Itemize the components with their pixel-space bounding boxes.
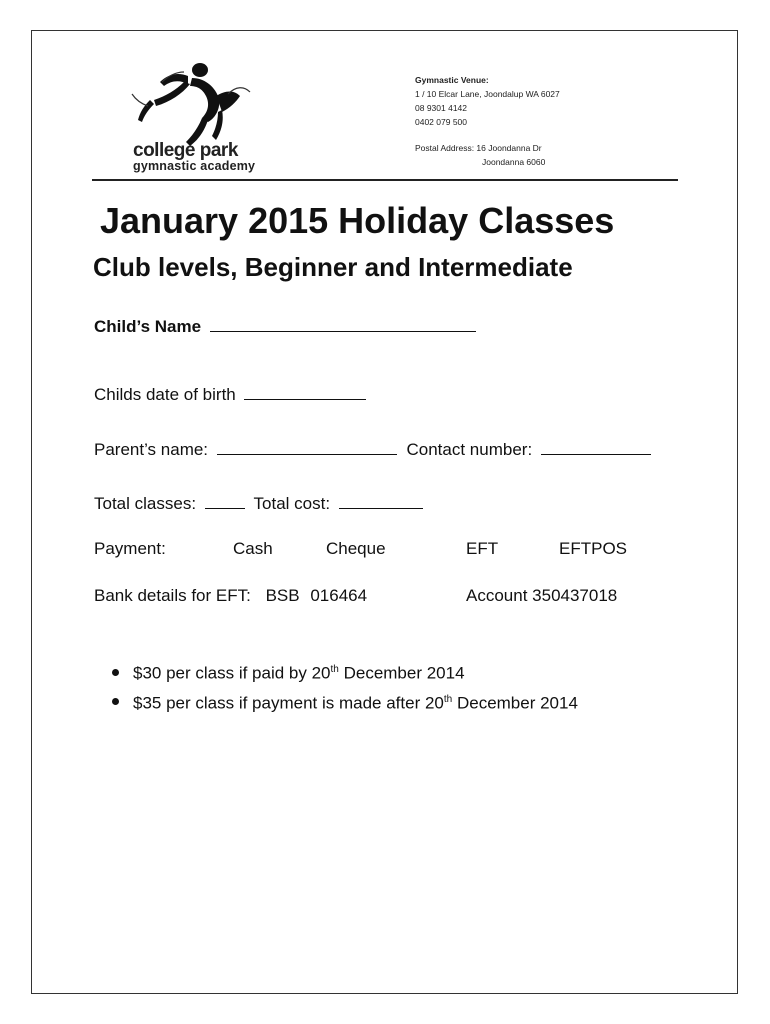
- parent-row: [94, 437, 651, 460]
- page-title: January 2015 Holiday Classes: [100, 200, 615, 241]
- payment-option-cash[interactable]: Cash: [233, 539, 273, 558]
- logo-name-line1: college park: [133, 140, 238, 161]
- venue-phone-1: 08 9301 4142: [415, 103, 467, 113]
- page-subtitle: Club levels, Beginner and Intermediate: [93, 252, 573, 282]
- postal-address-line1: Postal Address: 16 Joondanna Dr: [415, 143, 542, 153]
- bank-details-row: [94, 586, 367, 606]
- dob-label: Childs date of birth: [94, 385, 236, 404]
- account-row: [466, 586, 617, 606]
- account-label: Account: [466, 586, 533, 605]
- child-name-label: Child’s Name: [94, 317, 202, 336]
- parent-name-label: Parent’s name:: [94, 440, 209, 459]
- postal-address-line2: Joondanna 6060: [482, 157, 546, 167]
- total-classes-field[interactable]: [205, 491, 245, 509]
- venue-phone-2: 0402 079 500: [415, 117, 467, 127]
- total-cost-field[interactable]: [339, 491, 423, 509]
- payment-label: Payment:: [94, 539, 166, 558]
- venue-block: [415, 73, 560, 169]
- payment-option-cheque[interactable]: Cheque: [326, 539, 386, 558]
- bsb-label: BSB: [265, 586, 300, 605]
- totals-row: [94, 491, 423, 514]
- account-value: 350437018: [532, 586, 618, 605]
- child-name-row: [94, 314, 476, 337]
- parent-name-field[interactable]: [217, 437, 397, 455]
- contact-number-field[interactable]: [541, 437, 651, 455]
- contact-number-label: Contact number:: [406, 440, 533, 459]
- dob-field[interactable]: [244, 382, 366, 400]
- payment-option-eftpos[interactable]: EFTPOS: [559, 539, 628, 558]
- dob-row: [94, 382, 366, 405]
- list-item: $35 per class if payment is made after 20th December 2014: [112, 687, 578, 717]
- pricing-list: [112, 657, 578, 716]
- bsb-value: 016464: [310, 586, 368, 605]
- bullet-icon: [112, 669, 119, 676]
- venue-address: 1 / 10 Elcar Lane, Joondalup WA 6027: [415, 89, 560, 99]
- header-divider: [92, 179, 678, 181]
- bank-details-label: Bank details for EFT:: [94, 586, 251, 605]
- child-name-field[interactable]: [210, 314, 476, 332]
- total-classes-label: Total classes:: [94, 494, 197, 513]
- list-item: $30 per class if paid by 20th December 2014: [112, 657, 578, 687]
- bullet-icon: [112, 698, 119, 705]
- venue-heading: Gymnastic Venue:: [415, 75, 489, 85]
- total-cost-label: Total cost:: [253, 494, 331, 513]
- logo-name-line2: gymnastic academy: [133, 159, 256, 173]
- payment-option-eft[interactable]: EFT: [466, 539, 499, 558]
